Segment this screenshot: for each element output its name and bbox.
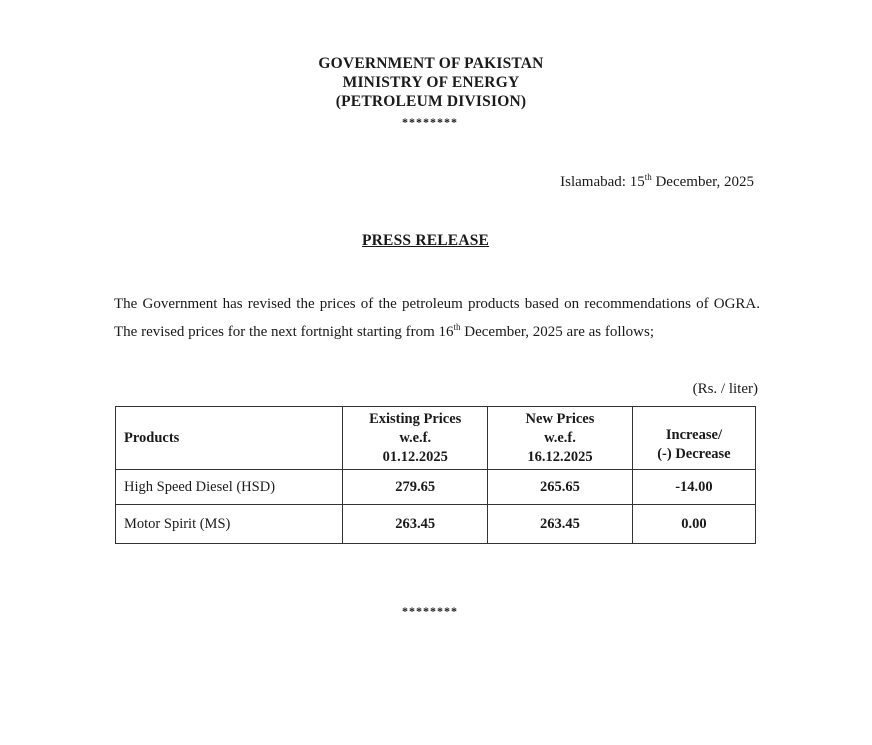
header-existing-line2: w.e.f. [399,429,432,446]
existing-price: 279.65 [343,470,488,505]
header-new-prices [488,407,633,470]
date-prefix: Islamabad: 15 [560,174,645,190]
table-row [116,470,756,505]
page-title: PRESS RELEASE [362,232,490,249]
header-separator: ******** [402,115,458,129]
price-change: -14.00 [632,470,755,505]
price-table [115,406,756,544]
letterhead-line-division: (PETROLEUM DIVISION) [335,93,527,110]
existing-price: 263.45 [343,505,488,544]
header-existing-line1: Existing Prices [369,410,462,427]
table-row [116,505,756,544]
footer-separator: ******** [402,604,458,618]
header-change-line2: (-) Decrease [657,446,731,462]
body-text-part1: The Government has revised the prices of the petroleum products based on recommendations of OGRA. The revised prices for the next fortnight starting from 16 [114,296,760,340]
letterhead [300,54,562,111]
body-ordinal: th [453,322,461,332]
date-rest: December, 2025 [651,174,754,190]
letterhead-line-government: GOVERNMENT OF PAKISTAN [318,55,544,72]
header-change [632,407,755,470]
header-new-line3: 16.12.2025 [527,448,593,465]
header-existing-line3: 01.12.2025 [382,448,448,465]
letterhead-line-ministry: MINISTRY OF ENERGY [342,74,520,91]
product-name: High Speed Diesel (HSD) [116,470,343,505]
header-products: Products [116,407,343,470]
price-change: 0.00 [632,505,755,544]
header-existing-prices [343,407,488,470]
header-new-line2: w.e.f. [544,429,576,446]
product-name: Motor Spirit (MS) [116,505,343,544]
header-new-line1: New Prices [525,410,595,427]
unit-label: (Rs. / liter) [692,381,758,397]
table-header-row [116,407,756,470]
new-price: 265.65 [488,470,633,505]
body-paragraph [114,290,760,346]
body-text-part2: December, 2025 are as follows; [460,324,655,340]
new-price: 263.45 [488,505,633,544]
header-change-line1: Increase/ [665,427,722,443]
date-line [560,172,754,191]
date-ordinal: th [644,172,652,182]
